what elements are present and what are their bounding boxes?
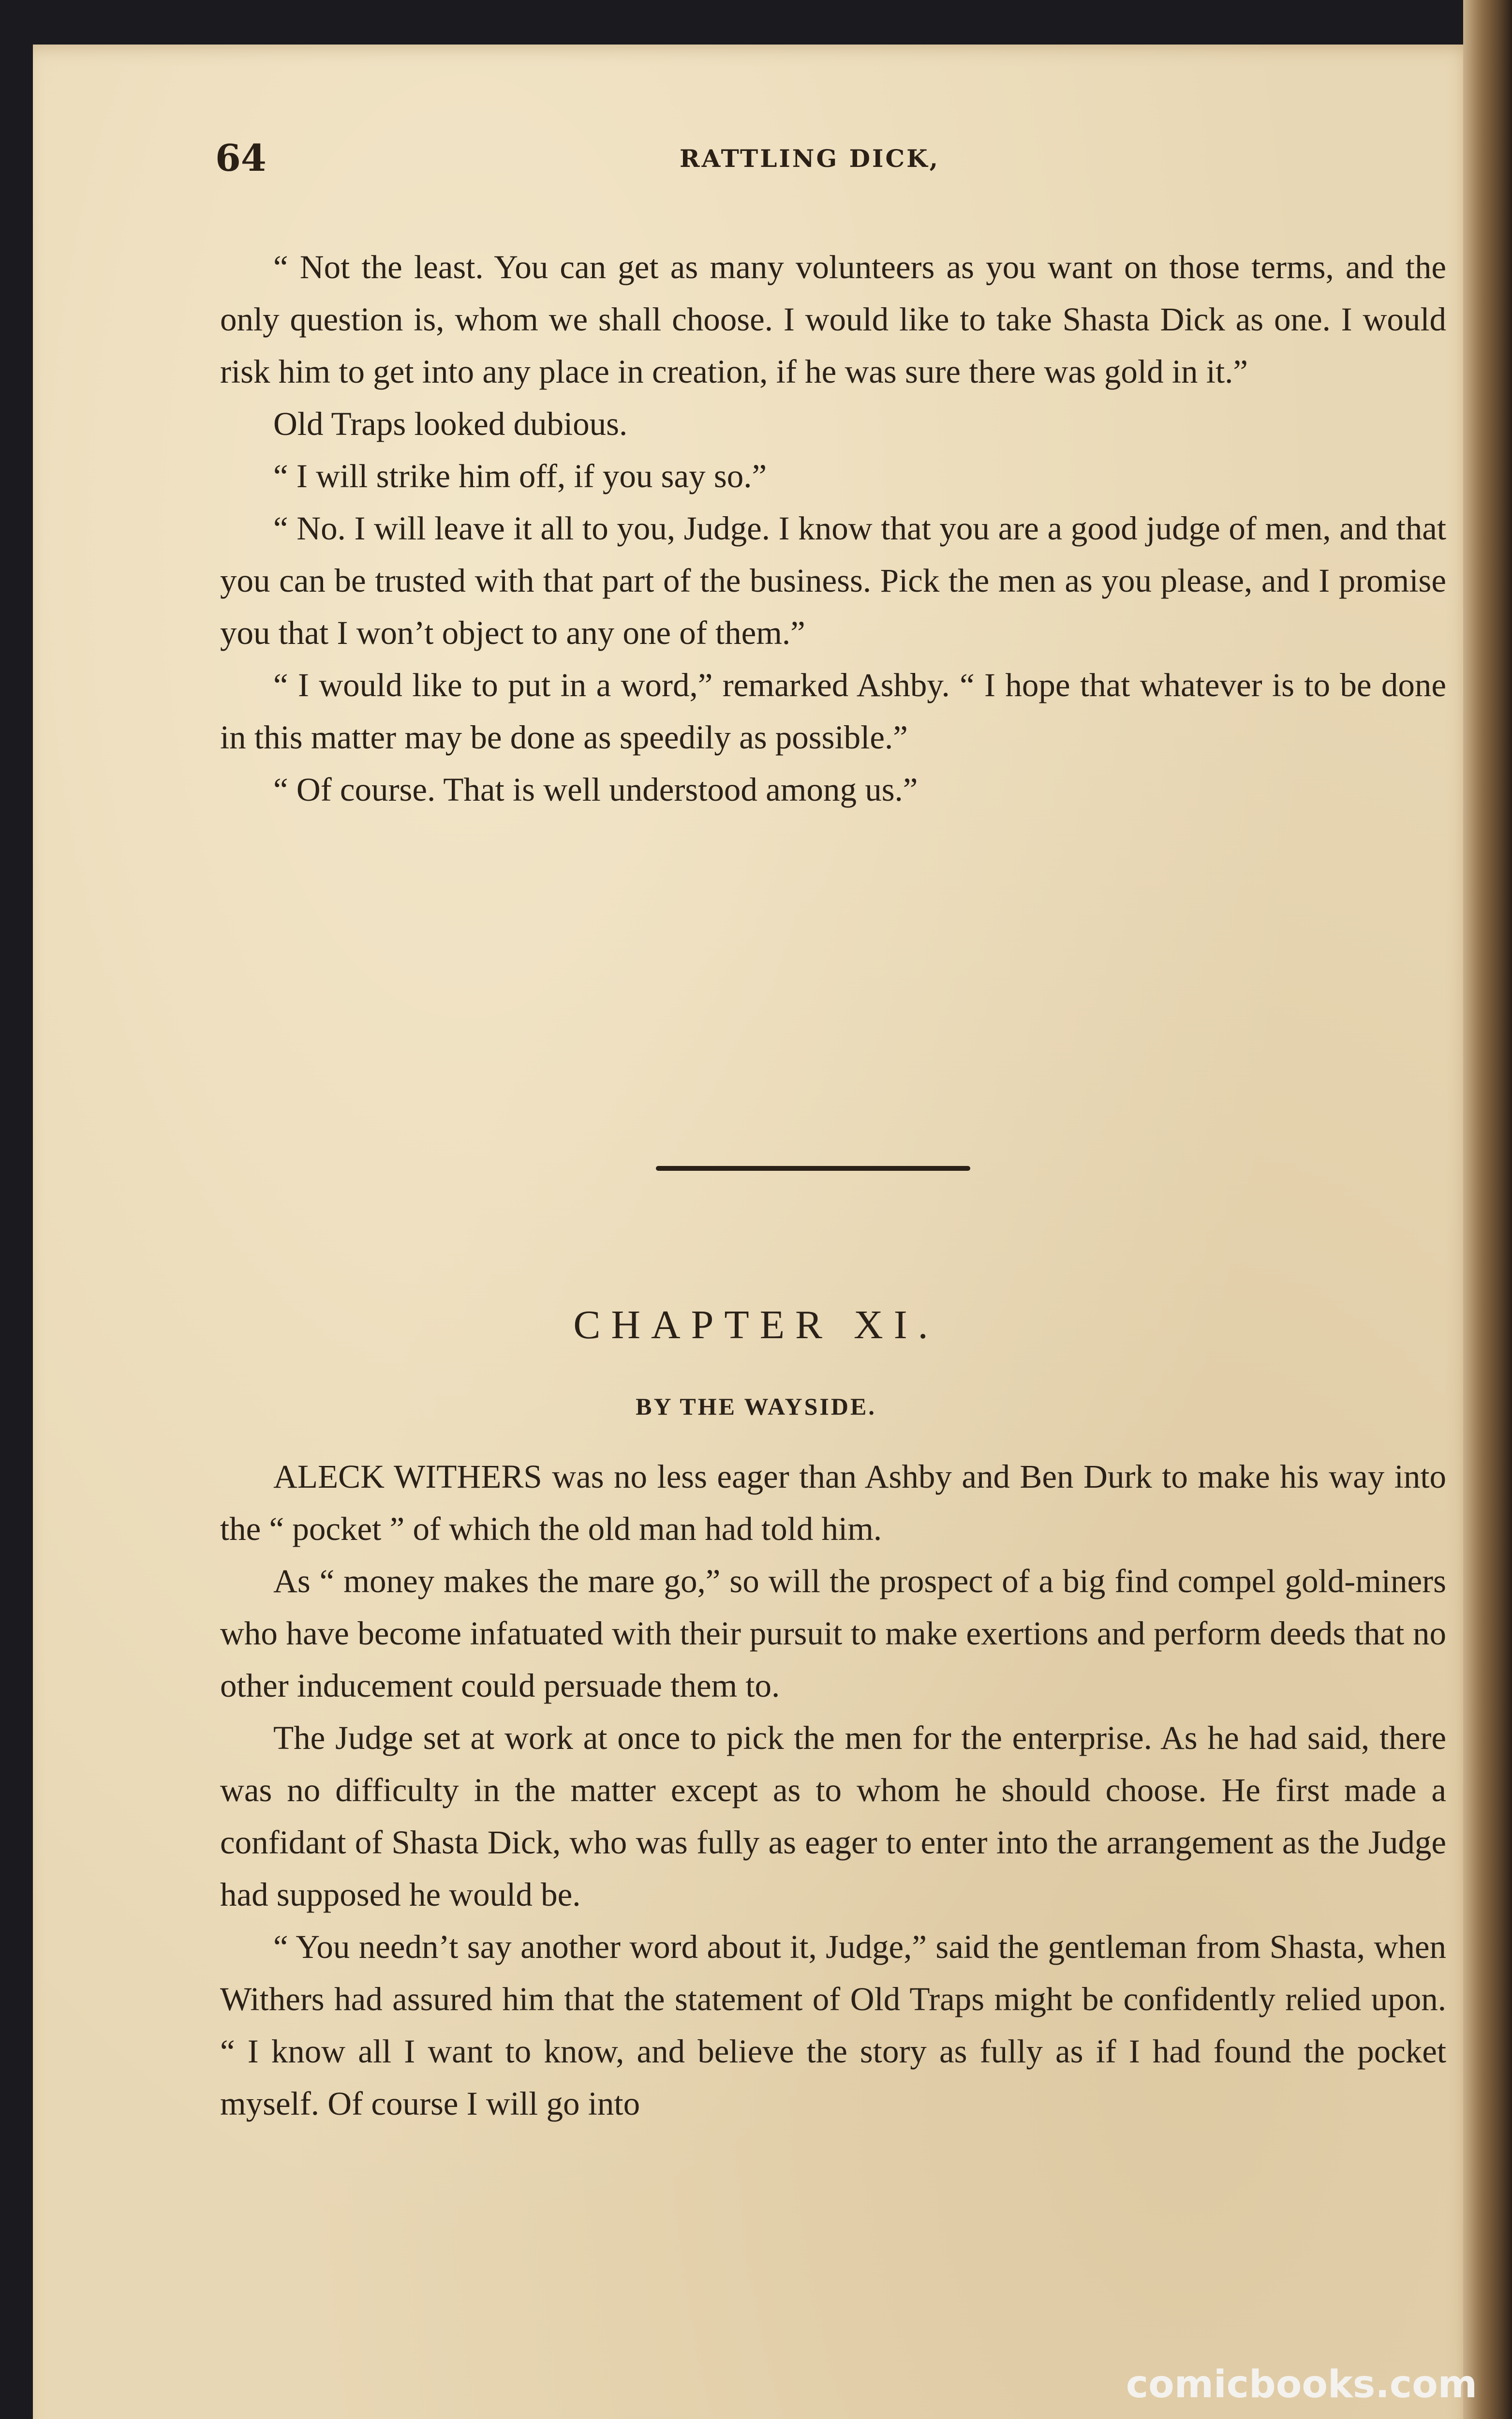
paragraph: “ No. I will leave it all to you, Judge. I know that you are a good judge of men, and that you can be trusted with that part of the business. Pick the men as you please, and I promise you that I won’t object to any one of them.” [220, 510, 1446, 651]
paragraph: Old Traps looked dubious. [273, 405, 628, 442]
paragraph: ALECK WITHERS was no less eager than Ashby and Ben Durk to make his way into the “ pocket ” of which the old man had told him. [220, 1458, 1446, 1547]
page-number: 64 [215, 136, 267, 179]
text-block-chapter-start [220, 1450, 1446, 2130]
paragraph: “ I will strike him off, if you say so.” [273, 458, 767, 494]
paragraph: “ I would like to put in a word,” remarked Ashby. “ I hope that whatever is to be done in this matter may be done as speedily as possible.” [220, 667, 1446, 756]
text-block-before-chapter [220, 241, 1446, 816]
running-head: RATTLING DICK, [680, 144, 940, 173]
paragraph: “ Not the least. You can get as many volunteers as you want on those terms, and the only question is, whom we shall choose. I would like to take Shasta Dick as one. I would risk him to get into any place in creation, if he was sure there was gold in it.” [220, 249, 1446, 390]
section-divider-rule [656, 1166, 970, 1171]
paragraph: “ Of course. That is well understood among us.” [273, 771, 918, 808]
chapter-title: CHAPTER XI. [573, 1302, 939, 1347]
paragraph: “ You needn’t say another word about it, Judge,” said the gentleman from Shasta, when Withers had assured him that the statement of Old Traps might be confidently relied upon. “ I know all I want to know, and believe the story as fully as if I had found the pocket myself. Of course I will go into [220, 1928, 1446, 2122]
paragraph: The Judge set at work at once to pick the men for the enterprise. As he had said, there was no difficulty in the matter except as to whom he should choose. He first made a confidant of Shasta Dick, who was fully as eager to enter into the arrangement as the Judge had supposed he would be. [220, 1719, 1446, 1913]
watermark: comicbooks.com [1126, 2363, 1477, 2406]
paragraph: As “ money makes the mare go,” so will the prospect of a big find compel gold-miners who have become infatuated with their pursuit to make exertions and perform deeds that no other inducement could persuade them to. [220, 1563, 1446, 1704]
chapter-subtitle: BY THE WAYSIDE. [636, 1393, 876, 1420]
book-spine-edge [1463, 0, 1512, 2419]
